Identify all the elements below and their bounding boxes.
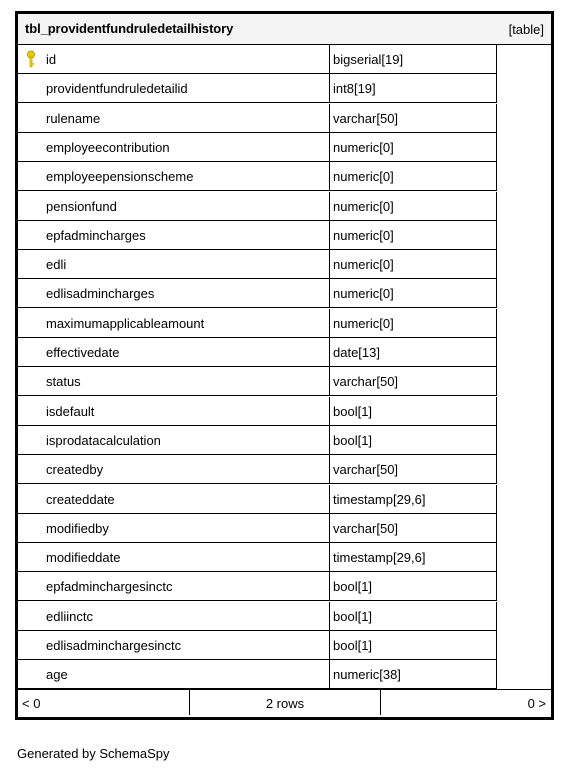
column-type: bool[1] bbox=[333, 608, 373, 624]
table-header bbox=[18, 14, 551, 45]
column-row bbox=[18, 250, 551, 279]
column-row bbox=[18, 514, 551, 543]
column-row bbox=[18, 192, 551, 221]
column-row bbox=[18, 572, 551, 601]
column-type-cell bbox=[330, 514, 497, 543]
column-type-cell bbox=[330, 74, 497, 103]
column-name: age bbox=[46, 667, 68, 683]
column-name-cell bbox=[18, 74, 330, 103]
column-row bbox=[18, 367, 551, 396]
column-name-cell bbox=[18, 514, 330, 543]
column-type: varchar[50] bbox=[333, 110, 399, 126]
column-name-cell bbox=[18, 572, 330, 601]
column-type: varchar[50] bbox=[333, 462, 399, 478]
column-type-cell bbox=[330, 367, 497, 396]
column-type: numeric[0] bbox=[333, 198, 394, 214]
column-name: isdefault bbox=[46, 403, 95, 419]
column-row bbox=[18, 455, 551, 484]
column-row bbox=[18, 162, 551, 191]
column-type: numeric[0] bbox=[333, 169, 394, 185]
column-name-cell bbox=[18, 279, 330, 308]
column-type-cell bbox=[330, 45, 497, 74]
column-name-cell bbox=[18, 485, 330, 514]
column-name: edliinctc bbox=[46, 608, 93, 624]
column-type: bool[1] bbox=[333, 579, 373, 595]
column-type: varchar[50] bbox=[333, 374, 399, 390]
column-row bbox=[18, 74, 551, 103]
table-name: tbl_providentfundruledetailhistory bbox=[25, 21, 234, 36]
column-type-cell bbox=[330, 426, 497, 455]
column-row bbox=[18, 133, 551, 162]
column-name-cell bbox=[18, 250, 330, 279]
column-type: bigserial[19] bbox=[333, 52, 404, 67]
column-name-cell bbox=[18, 367, 330, 396]
column-type-cell bbox=[330, 455, 497, 484]
column-type-cell bbox=[330, 631, 497, 660]
column-name-cell bbox=[18, 133, 330, 162]
column-name: employeepensionscheme bbox=[46, 169, 194, 185]
column-type-cell bbox=[330, 133, 497, 162]
column-name: isprodatacalculation bbox=[46, 432, 161, 448]
footer-left-text: < 0 bbox=[22, 696, 41, 711]
column-name-cell bbox=[18, 45, 330, 74]
column-name: id bbox=[46, 52, 57, 67]
column-row bbox=[18, 279, 551, 308]
column-name-cell bbox=[18, 426, 330, 455]
column-row bbox=[18, 631, 551, 660]
column-type: timestamp[29,6] bbox=[333, 491, 426, 507]
column-type-cell bbox=[330, 104, 497, 133]
column-type-cell bbox=[330, 602, 497, 631]
column-name-cell bbox=[18, 221, 330, 250]
column-name: edlisadminchargesinctc bbox=[46, 638, 182, 653]
column-row bbox=[18, 45, 551, 74]
column-name: rulename bbox=[46, 110, 101, 126]
column-row bbox=[18, 426, 551, 455]
column-name: edlisadmincharges bbox=[46, 286, 155, 302]
column-row bbox=[18, 602, 551, 631]
column-type: varchar[50] bbox=[333, 520, 399, 536]
column-name-cell bbox=[18, 338, 330, 367]
column-type-cell bbox=[330, 338, 497, 367]
table-entity bbox=[15, 11, 554, 720]
column-name-cell bbox=[18, 660, 330, 689]
column-type-cell bbox=[330, 279, 497, 308]
column-name-cell bbox=[18, 631, 330, 660]
row-count: 2 rows bbox=[265, 696, 305, 711]
column-name: employeecontribution bbox=[46, 139, 170, 155]
column-name: edli bbox=[46, 257, 67, 273]
column-type: bool[1] bbox=[333, 432, 373, 448]
column-row bbox=[18, 309, 551, 338]
column-type-cell bbox=[330, 162, 497, 191]
column-type-cell bbox=[330, 543, 497, 572]
column-type-cell bbox=[330, 250, 497, 279]
column-type-cell bbox=[330, 485, 497, 514]
column-row bbox=[18, 660, 551, 689]
column-row bbox=[18, 338, 551, 367]
column-row bbox=[18, 397, 551, 426]
column-type: timestamp[29,6] bbox=[333, 550, 426, 566]
column-name-cell bbox=[18, 397, 330, 426]
table-footer bbox=[18, 689, 551, 714]
column-name: effectivedate bbox=[46, 345, 120, 360]
column-type-cell bbox=[330, 572, 497, 601]
column-type-cell bbox=[330, 309, 497, 338]
column-name-cell bbox=[18, 543, 330, 572]
table-kind-label: [table] bbox=[508, 22, 544, 37]
column-type-cell bbox=[330, 660, 497, 689]
key-icon bbox=[25, 50, 37, 68]
column-name-cell bbox=[18, 192, 330, 221]
column-type-cell bbox=[330, 192, 497, 221]
column-name: createdby bbox=[46, 462, 104, 478]
column-name: createddate bbox=[46, 491, 115, 507]
footer-left bbox=[18, 690, 190, 715]
column-type-cell bbox=[330, 397, 497, 426]
column-name: providentfundruledetailid bbox=[46, 81, 188, 97]
column-type: numeric[38] bbox=[333, 667, 401, 683]
column-row bbox=[18, 221, 551, 250]
column-type: int8[19] bbox=[333, 81, 376, 97]
column-name: modifieddate bbox=[46, 550, 121, 566]
column-name: epfadmincharges bbox=[46, 227, 146, 243]
column-name-cell bbox=[18, 602, 330, 631]
column-name: pensionfund bbox=[46, 198, 117, 214]
column-type: date[13] bbox=[333, 345, 380, 360]
column-row bbox=[18, 543, 551, 572]
column-name: maximumapplicableamount bbox=[46, 315, 205, 331]
column-name-cell bbox=[18, 455, 330, 484]
column-name-cell bbox=[18, 309, 330, 338]
generated-by-label: Generated by SchemaSpy bbox=[17, 746, 170, 761]
column-name-cell bbox=[18, 104, 330, 133]
column-type: numeric[0] bbox=[333, 257, 394, 273]
column-type: numeric[0] bbox=[333, 227, 394, 243]
column-type: bool[1] bbox=[333, 638, 373, 653]
column-type: numeric[0] bbox=[333, 139, 394, 155]
column-row bbox=[18, 104, 551, 133]
column-type: numeric[0] bbox=[333, 286, 394, 302]
footer-right bbox=[381, 690, 551, 715]
column-type: numeric[0] bbox=[333, 315, 394, 331]
footer-right-text: 0 > bbox=[527, 696, 546, 711]
column-name: modifiedby bbox=[46, 520, 109, 536]
column-type-cell bbox=[330, 221, 497, 250]
column-name: epfadminchargesinctc bbox=[46, 579, 173, 595]
column-name-cell bbox=[18, 162, 330, 191]
footer-center bbox=[190, 690, 381, 715]
column-name: status bbox=[46, 374, 81, 390]
column-type: bool[1] bbox=[333, 403, 373, 419]
column-row bbox=[18, 485, 551, 514]
